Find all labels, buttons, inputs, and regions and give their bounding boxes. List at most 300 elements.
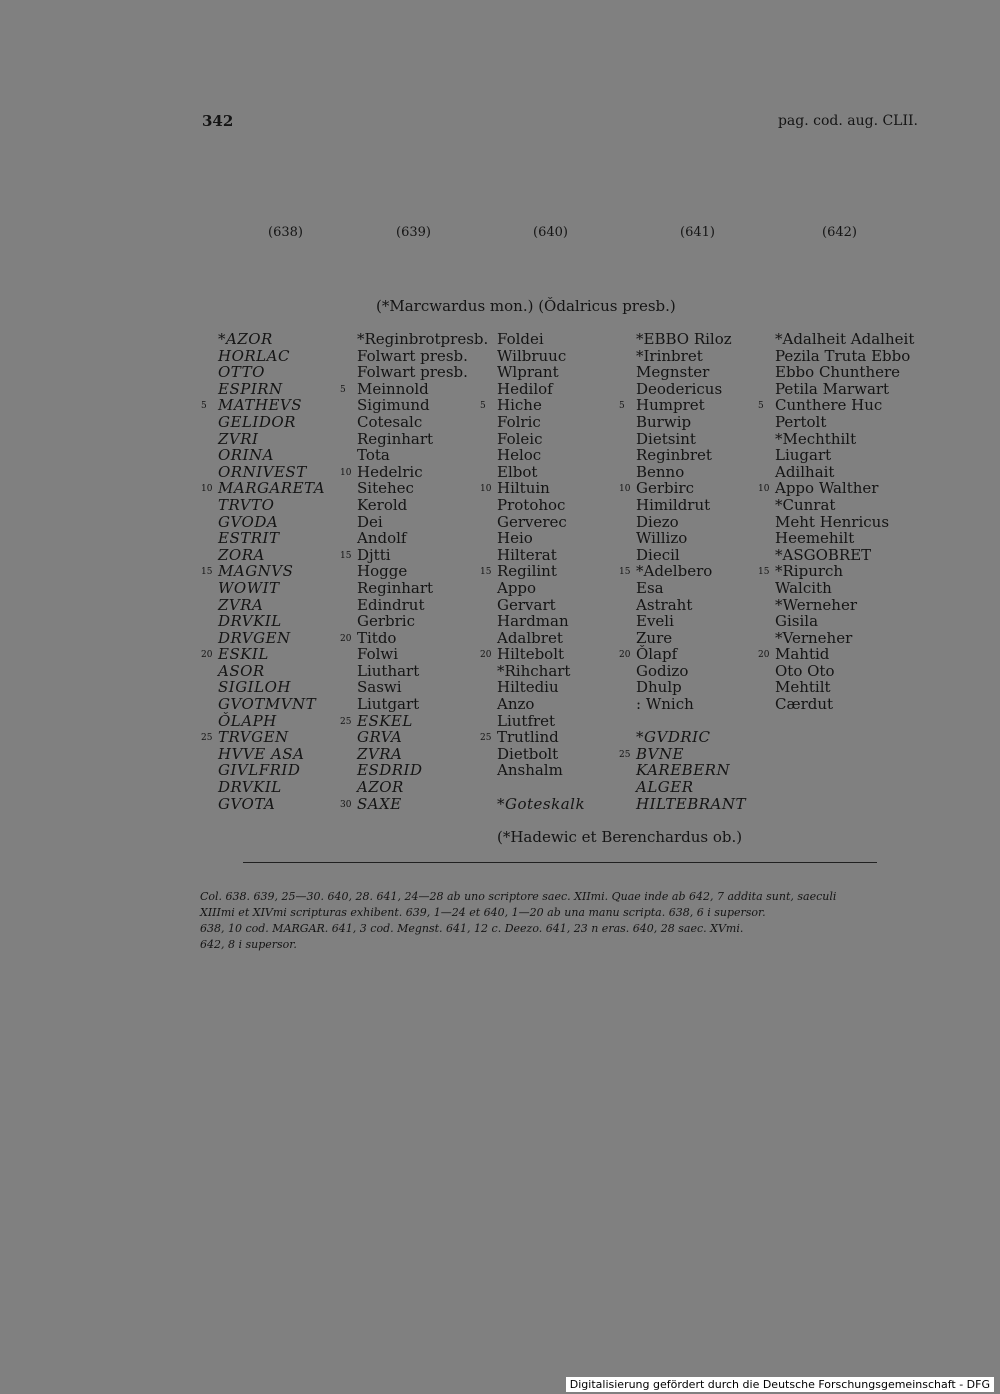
name-text: Petila Marwart (775, 379, 890, 398)
name-text: Gerbirc (636, 479, 695, 498)
name-entry (775, 464, 914, 481)
name-entry (218, 514, 325, 531)
line-number: 25 (480, 733, 492, 744)
name-text: *Rihchart (497, 661, 571, 680)
name-text: GVOTMVNT (218, 695, 317, 714)
name-entry (357, 613, 488, 630)
name-text: MARGARETA (218, 479, 326, 498)
name-entry (218, 348, 325, 365)
name-entry (357, 580, 488, 597)
name-text: Gisila (775, 612, 819, 631)
name-text: Dei (357, 512, 383, 531)
name-entry (480, 728, 585, 747)
line-number: 25 (340, 716, 352, 727)
name-entry (775, 447, 914, 464)
name-entry (201, 728, 325, 747)
name-entry (218, 679, 325, 696)
name-entry (636, 713, 746, 730)
name-text: Ebbo Chunthere (775, 363, 901, 382)
line-number: 20 (619, 650, 631, 661)
name-entry (775, 431, 914, 448)
name-text: Heio (497, 529, 533, 548)
name-text: Andolf (357, 529, 407, 548)
name-text: Folric (497, 412, 541, 431)
name-entry (636, 547, 746, 564)
name-entry (218, 796, 325, 813)
name-text: ESPIRN (218, 379, 283, 398)
name-text: ESTRIT (218, 529, 280, 548)
name-entry (636, 331, 746, 348)
name-text: ZVRA (218, 595, 264, 614)
line-number: 15 (480, 567, 492, 578)
name-entry (497, 696, 585, 713)
name-entry (218, 713, 325, 730)
name-entry (357, 331, 488, 348)
name-text: *EBBO Riloz (636, 330, 732, 348)
name-entry (218, 762, 325, 779)
name-entry (775, 547, 914, 564)
name-text: Meinnold (357, 379, 429, 398)
line-number: 30 (340, 799, 352, 810)
name-text: Kerold (357, 495, 408, 514)
name-text: Foleic (497, 429, 543, 448)
name-entry (357, 696, 488, 713)
name-entry (201, 562, 325, 581)
line-number: 15 (340, 550, 352, 561)
footnote-line: 638, 10 cod. MARGAR. 641, 3 cod. Megnst. 641, 12 c. Deezo. 641, 23 n eras. 640, 28 saec. XVmi. (200, 922, 744, 935)
name-text: Oto Oto (775, 661, 835, 680)
name-text: ESKIL (218, 645, 269, 664)
name-text: KAREBERN (636, 761, 731, 780)
name-text: Hilterat (497, 545, 557, 564)
name-entry (636, 514, 746, 531)
name-text: *Verneher (775, 628, 853, 647)
name-column-639 (340, 330, 489, 813)
dfg-funding-notice: Digitalisierung gefördert durch die Deutsche Forschungsgemeinschaft - DFG (566, 1377, 994, 1392)
name-text: Edindrut (357, 595, 425, 614)
line-number: 5 (201, 401, 207, 412)
name-entry (775, 514, 914, 531)
name-text: *Cunrat (775, 495, 836, 514)
name-text: Titdo (357, 628, 397, 647)
name-column-641 (619, 330, 746, 813)
name-entry (357, 597, 488, 614)
name-text: Appo (497, 578, 537, 597)
name-text: Heemehilt (775, 529, 855, 548)
section-heading: (*Marcwardus mon.) (Ǒdalricus presb.) (376, 297, 676, 315)
name-text: GIVLFRID (218, 761, 301, 780)
name-entry (636, 729, 746, 746)
name-text: ESKEL (357, 711, 413, 730)
name-text: MAGNVS (218, 562, 294, 581)
footnote-line: Col. 638. 639, 25—30. 640, 28. 641, 24—28 ab uno scriptore saec. XIImi. Quae inde ab 642, 7 addita sunt, saeculi (200, 890, 837, 903)
name-entry (480, 479, 585, 498)
name-text: Humpret (636, 396, 705, 415)
name-text: AZOR (357, 778, 404, 797)
name-text: Deodericus (636, 379, 723, 398)
name-entry (775, 331, 914, 348)
name-text: Mahtid (775, 645, 830, 664)
name-text: *ASGOBRET (775, 545, 872, 564)
name-entry (218, 497, 325, 514)
name-text: Appo Walther (775, 479, 879, 498)
name-text: Gerbric (357, 612, 416, 631)
name-entry (636, 663, 746, 680)
name-entry (497, 331, 585, 348)
name-text: Wlprant (497, 363, 559, 382)
line-number: 25 (201, 733, 213, 744)
name-entry (636, 796, 746, 813)
line-number: 15 (201, 567, 213, 578)
name-entry (218, 746, 325, 763)
name-entry (218, 630, 325, 647)
name-text: Folwi (357, 645, 399, 664)
name-entry (357, 746, 488, 763)
name-text: DRVKIL (218, 778, 282, 797)
name-entry (357, 563, 488, 580)
name-text: Sigimund (357, 396, 430, 415)
name-text: HVVE ASA (218, 744, 305, 763)
name-text: DRVKIL (218, 612, 282, 631)
name-entry (218, 381, 325, 398)
name-entry (497, 381, 585, 398)
name-text: Ǒlapf (636, 645, 678, 664)
name-text: *AZOR (218, 330, 273, 348)
line-number: 25 (619, 749, 631, 760)
name-entry (758, 645, 914, 664)
name-entry (497, 447, 585, 464)
name-entry (619, 396, 746, 415)
name-text: *Irinbret (636, 346, 703, 365)
name-entry (357, 414, 488, 431)
name-entry (636, 381, 746, 398)
name-text: Astraht (636, 595, 693, 614)
name-text: MATHEVS (218, 396, 303, 415)
name-text: Reginhart (357, 429, 434, 448)
name-entry (636, 679, 746, 696)
name-entry (340, 711, 488, 730)
name-entry (218, 613, 325, 630)
line-number: 15 (619, 567, 631, 578)
name-text: *Adelbero (636, 562, 713, 581)
name-text: Esa (636, 578, 664, 597)
name-text: Eveli (636, 612, 674, 631)
name-text: Liutfret (497, 711, 556, 730)
name-text: Tota (357, 446, 390, 465)
line-number: 10 (758, 484, 770, 495)
name-entry (619, 645, 746, 664)
name-text: GRVA (357, 728, 403, 747)
name-entry (619, 744, 746, 763)
name-text: Elbot (497, 462, 538, 481)
column-number: (641) (680, 225, 715, 240)
footnotes (200, 889, 920, 953)
name-entry (357, 646, 488, 663)
name-text: Hedilof (497, 379, 553, 398)
name-entry (636, 431, 746, 448)
running-head: pag. cod. aug. CLII. (777, 113, 918, 129)
name-text: Megnster (636, 363, 710, 382)
name-text: ORNIVEST (218, 462, 307, 481)
line-number: 15 (758, 567, 770, 578)
name-entry (636, 779, 746, 796)
name-entry (636, 464, 746, 481)
name-entry (497, 580, 585, 597)
name-text: *Werneher (775, 595, 857, 614)
name-entry (497, 762, 585, 779)
name-text: Hiltediu (497, 678, 559, 697)
name-entry (497, 547, 585, 564)
name-text: Pezila Truta Ebbo (775, 346, 911, 365)
name-text: Dietbolt (497, 744, 559, 763)
name-entry (218, 696, 325, 713)
name-text: Hardman (497, 612, 569, 631)
name-entry (775, 414, 914, 431)
name-entry (636, 414, 746, 431)
name-entry (636, 696, 746, 713)
name-text: WOWIT (218, 578, 280, 597)
name-entry (775, 497, 914, 514)
name-text: Cunthere Huc (775, 396, 883, 415)
name-entry (775, 580, 914, 597)
name-entry (775, 348, 914, 365)
name-text: Reginbret (636, 446, 712, 465)
name-text: ASOR (218, 661, 265, 680)
name-text: GVODA (218, 512, 279, 531)
name-entry (497, 613, 585, 630)
column-number: (642) (822, 225, 857, 240)
name-text: Reginhart (357, 578, 434, 597)
name-text: DRVGEN (218, 628, 291, 647)
name-column-640 (480, 330, 586, 813)
name-text: Hiltebolt (497, 645, 565, 664)
name-entry (357, 397, 488, 414)
name-entry (340, 794, 488, 813)
name-entry (636, 447, 746, 464)
name-entry (340, 379, 488, 398)
name-text: Diezo (636, 512, 679, 531)
name-text: Himildrut (636, 495, 711, 514)
name-text: Saswi (357, 678, 402, 697)
name-text: Trutlind (497, 728, 559, 747)
name-text: SIGILOH (218, 678, 291, 697)
name-text: Hedelric (357, 462, 423, 481)
name-entry (218, 431, 325, 448)
name-entry (497, 746, 585, 763)
line-number: 20 (758, 650, 770, 661)
name-entry (497, 796, 585, 813)
name-entry (758, 562, 914, 581)
name-entry (497, 414, 585, 431)
line-number: 5 (340, 384, 346, 395)
name-text: ALGER (636, 778, 694, 797)
name-entry (636, 613, 746, 630)
name-text: Djtti (357, 545, 391, 564)
name-entry (497, 530, 585, 547)
name-text: : Wnich (636, 695, 694, 714)
name-text: Cotesalc (357, 412, 423, 431)
name-entry (775, 364, 914, 381)
name-text: Hogge (357, 562, 408, 581)
name-entry (218, 547, 325, 564)
line-number: 20 (201, 650, 213, 661)
name-text: TRVGEN (218, 728, 289, 747)
name-entry (357, 497, 488, 514)
column-number: (639) (396, 225, 431, 240)
name-entry (218, 447, 325, 464)
name-text: Adilhait (775, 462, 835, 481)
name-entry (497, 779, 585, 796)
name-text: Anshalm (497, 761, 563, 780)
name-entry (775, 679, 914, 696)
name-entry (775, 597, 914, 614)
footnote-divider (243, 862, 877, 863)
name-entry (357, 348, 488, 365)
name-text: HORLAC (218, 346, 290, 365)
name-entry (357, 480, 488, 497)
name-text: Mehtilt (775, 678, 831, 697)
name-entry (636, 348, 746, 365)
name-entry (497, 663, 585, 680)
name-text: Willizo (636, 529, 688, 548)
name-entry (636, 364, 746, 381)
name-entry (775, 630, 914, 647)
name-entry (636, 530, 746, 547)
name-entry (340, 628, 488, 647)
name-text: Liugart (775, 446, 832, 465)
name-text: BVNE (636, 744, 684, 763)
name-text: ZVRI (218, 429, 259, 448)
name-entry (497, 348, 585, 365)
name-entry (497, 630, 585, 647)
name-text: Liuthart (357, 661, 420, 680)
name-text: Anzo (497, 695, 535, 714)
name-text: Adalbret (497, 628, 563, 647)
name-entry (357, 762, 488, 779)
line-number: 5 (619, 401, 625, 412)
name-entry (357, 431, 488, 448)
name-entry (497, 497, 585, 514)
name-text: Meht Henricus (775, 512, 890, 531)
name-text: *Ripurch (775, 562, 844, 581)
line-number: 10 (619, 484, 631, 495)
name-text: SAXE (357, 794, 402, 813)
name-column-642 (758, 330, 915, 714)
name-text: Sitehec (357, 479, 414, 498)
footnote-line: XIIImi et XIVmi scripturas exhibent. 639, 1—24 et 640, 1—20 ab una manu scripta. 638, 6 i supersor. (200, 906, 766, 919)
name-entry (340, 462, 488, 481)
name-text: Regilint (497, 562, 557, 581)
name-entry (480, 562, 585, 581)
name-text: ǑLAPH (218, 711, 277, 730)
name-entry (357, 514, 488, 531)
name-text: Dietsint (636, 429, 696, 448)
column-number: (638) (268, 225, 303, 240)
name-entry (218, 597, 325, 614)
name-entry (497, 679, 585, 696)
line-number: 5 (758, 401, 764, 412)
name-text: Dhulp (636, 678, 682, 697)
name-entry (758, 396, 914, 415)
name-entry (775, 613, 914, 630)
obituary-note: (*Hadewic et Berenchardus ob.) (497, 828, 743, 846)
name-entry (619, 562, 746, 581)
name-text: *GVDRIC (636, 728, 711, 747)
name-text: *Goteskalk (497, 794, 586, 813)
name-text: Godizo (636, 661, 689, 680)
name-entry (201, 396, 325, 415)
name-entry (636, 597, 746, 614)
name-entry (201, 645, 325, 664)
name-entry (636, 580, 746, 597)
name-text: HILTEBRANT (636, 794, 746, 813)
name-text: *Adalheit Adalheit (775, 330, 915, 348)
name-entry (357, 447, 488, 464)
name-entry (497, 364, 585, 381)
name-text: Cærdut (775, 695, 834, 714)
name-text: Diecil (636, 545, 680, 564)
name-text: ESDRID (357, 761, 423, 780)
name-entry (497, 464, 585, 481)
name-entry (619, 479, 746, 498)
name-text: ZVRA (357, 744, 403, 763)
name-entry (218, 331, 325, 348)
name-text: Heloc (497, 446, 542, 465)
name-entry (636, 630, 746, 647)
name-entry (497, 713, 585, 730)
name-text: OTTO (218, 363, 265, 382)
name-entry (218, 414, 325, 431)
name-entry (497, 597, 585, 614)
name-entry (340, 545, 488, 564)
name-text: GELIDOR (218, 412, 296, 431)
line-number: 10 (340, 467, 352, 478)
name-text: Wilbruuc (497, 346, 567, 365)
name-entry (357, 364, 488, 381)
name-text: Benno (636, 462, 685, 481)
name-entry (775, 696, 914, 713)
name-entry (218, 580, 325, 597)
name-column-638 (201, 330, 326, 813)
name-text: Burwip (636, 412, 692, 431)
name-text: Folwart presb. (357, 346, 468, 365)
column-number: (640) (533, 225, 568, 240)
name-text: ORINA (218, 446, 274, 465)
name-entry (775, 381, 914, 398)
name-entry (218, 663, 325, 680)
name-entry (201, 479, 326, 498)
name-entry (775, 530, 914, 547)
name-text: ZORA (218, 545, 265, 564)
name-text: Hiche (497, 396, 542, 415)
name-entry (357, 530, 488, 547)
name-entry (497, 431, 585, 448)
name-text: Zure (636, 628, 673, 647)
name-entry (218, 364, 325, 381)
name-entry (357, 663, 488, 680)
footnote-line: 642, 8 i supersor. (200, 938, 297, 951)
name-entry (480, 396, 585, 415)
name-entry (218, 464, 325, 481)
name-entry (775, 663, 914, 680)
name-entry (758, 479, 914, 498)
name-text: Protohoc (497, 495, 566, 514)
line-number: 20 (480, 650, 492, 661)
name-text: GVOTA (218, 794, 276, 813)
line-number: 5 (480, 401, 486, 412)
name-text: *Mechthilt (775, 429, 857, 448)
line-number: 10 (480, 484, 492, 495)
